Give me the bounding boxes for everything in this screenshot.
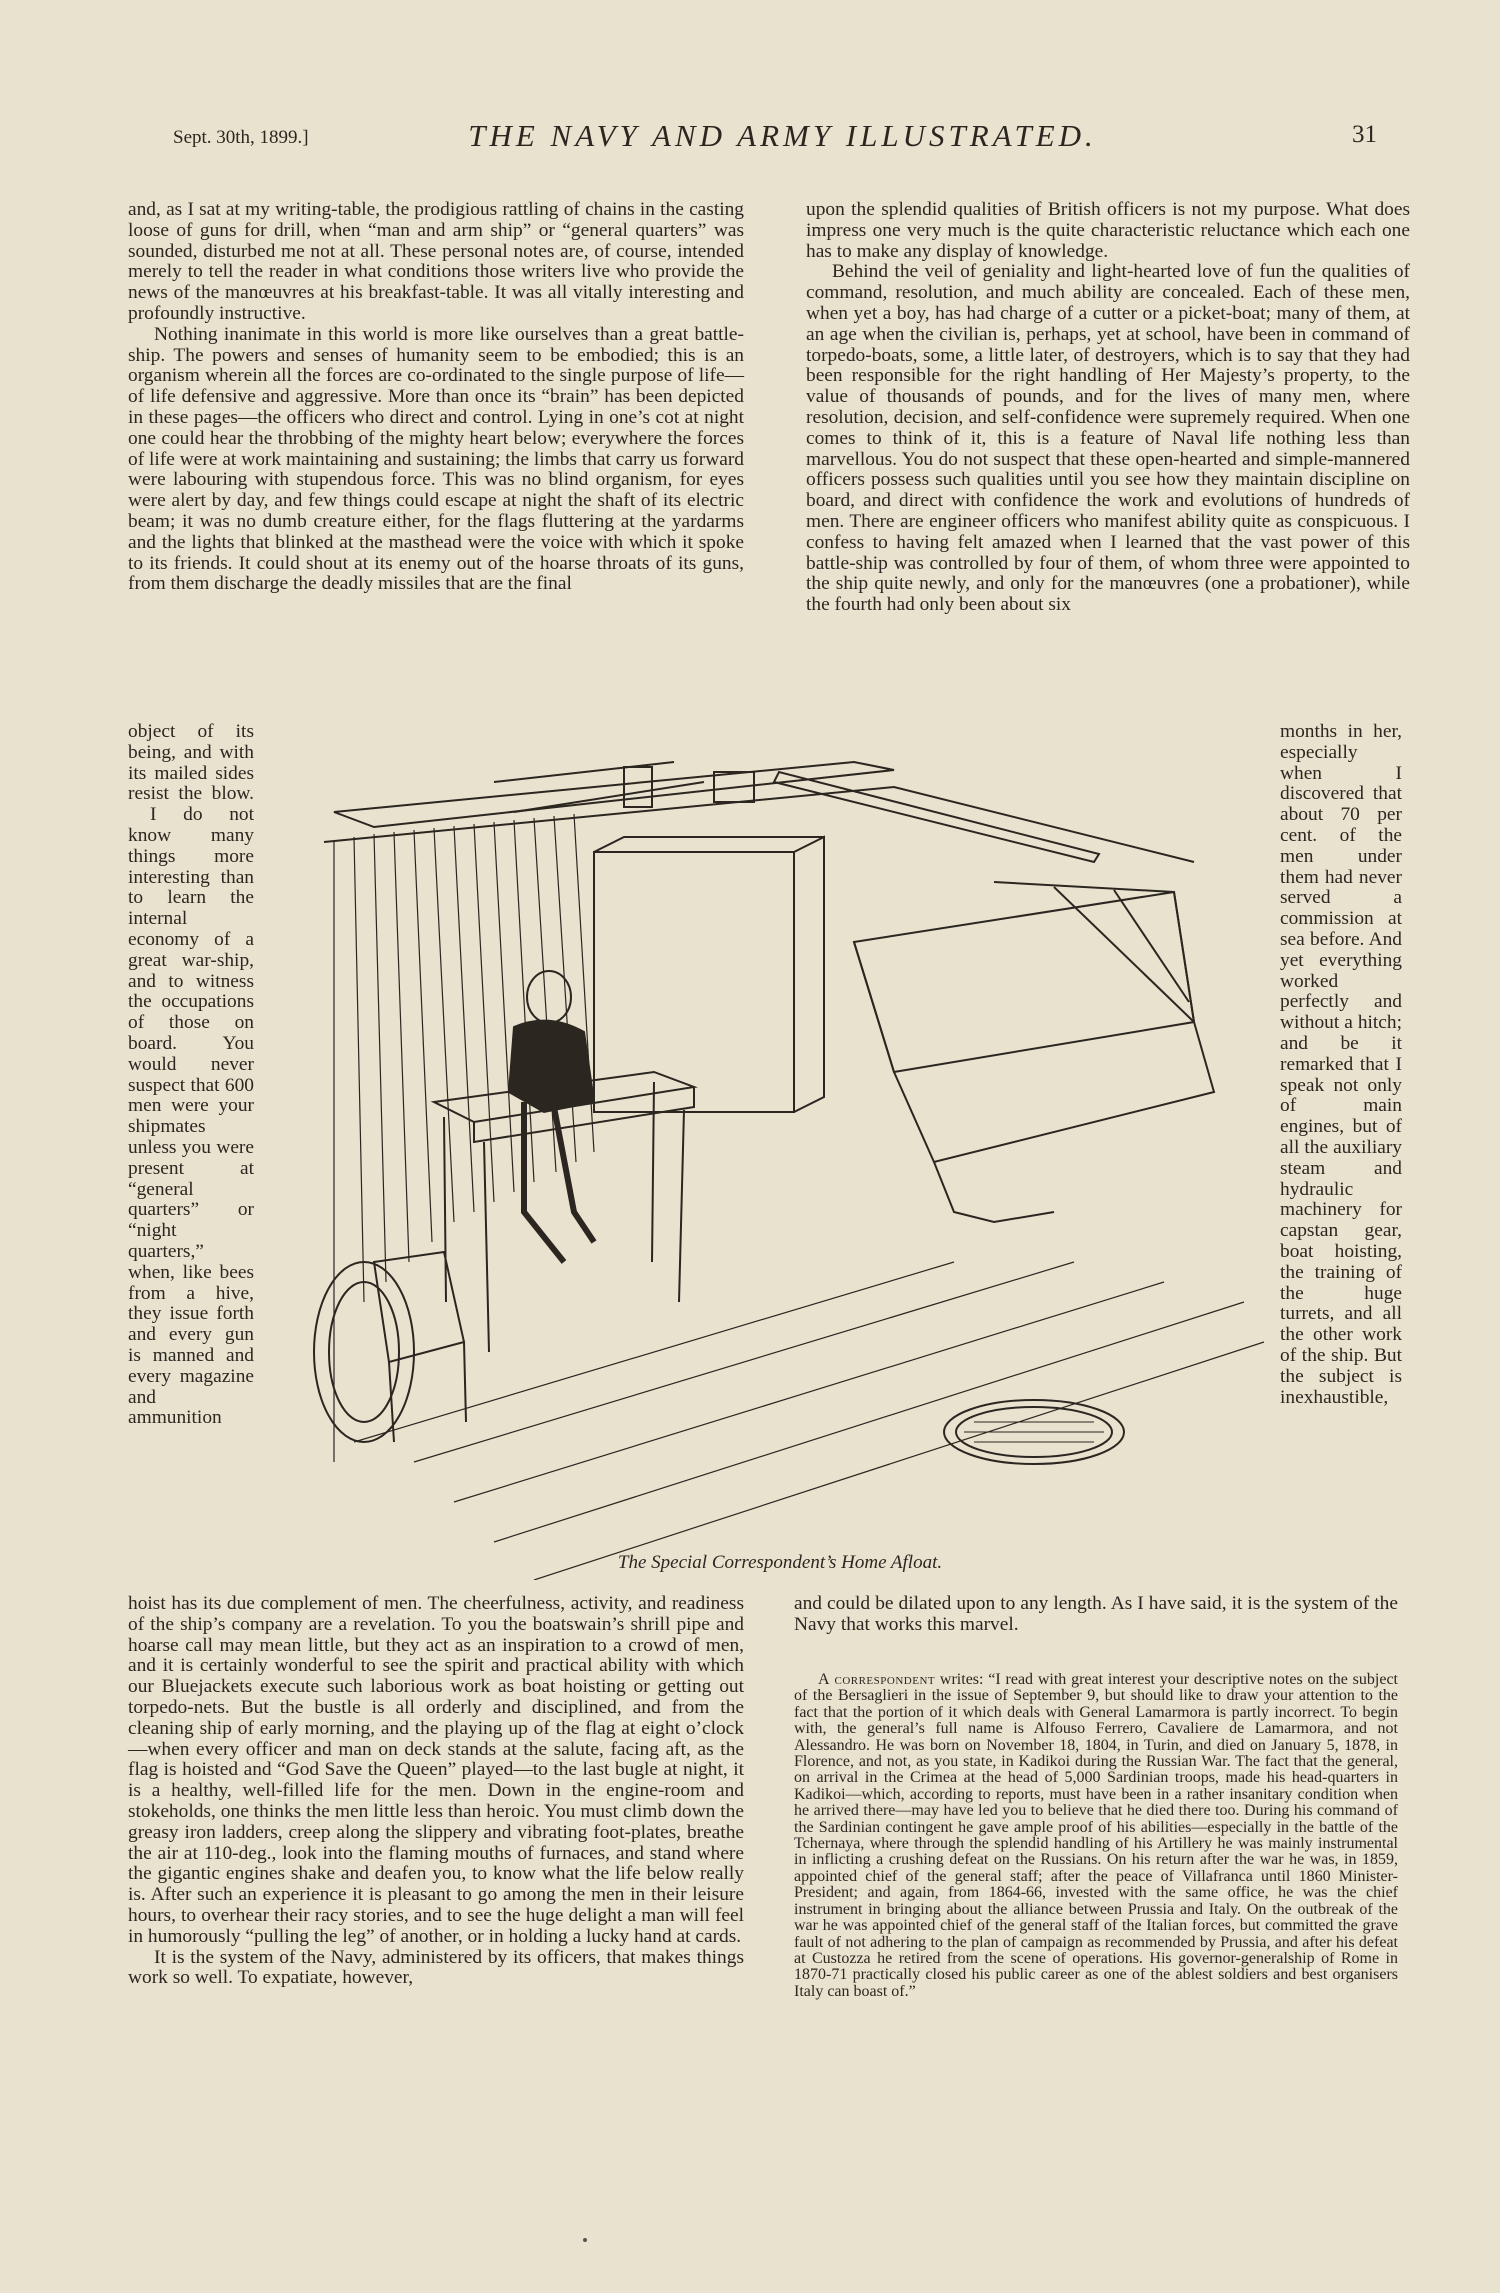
page-header: [170, 115, 1395, 155]
seated-figure-body: [509, 1021, 594, 1112]
letter-lead: A correspondent: [818, 1671, 936, 1688]
letter-paragraph: [794, 1672, 1398, 2000]
left-column-top: [128, 200, 744, 595]
pipe: [774, 772, 1099, 862]
paragraph: and could be dilated upon to any length. As I have said, it is the system of the Navy that works this marvel.: [794, 1593, 1398, 1635]
cabin-engraving: [294, 742, 1266, 1580]
wardrobe: [594, 852, 794, 1112]
illustration-cabin: [294, 742, 1266, 1580]
left-narrow-column: [128, 722, 254, 1429]
page-number: 31: [1352, 121, 1377, 148]
paragraph: upon the splendid qualities of British officers is not my purpose. What does impress one very much is the quite characteristic reluctance which each one has to make any display of knowledge.: [806, 199, 1410, 262]
paragraph: Nothing inanimate in this world is more like ourselves than a great battle-ship. The powers and senses of humanity seem to be embodied; this is an organism wherein all the forces are co-ordinated to the single purpose of life—of life defensive and aggressive. More than once its “brain” has been depicted in these pages—the officers who direct and control. Lying in one’s cot at night one could hear the throbbing of the mighty heart below; everywhere the forces of life were at work maintaining and sustaining; the limbs that carry us forward were labouring with stupendous force. This was no blind organism, for eyes were alert by day, and few things could escape at night the shaft of its electric beam; it was no dumb creature either, for the flags fluttering at the yardarms and the lights that blinked at the masthead were the voice with which it spoke to its friends. It could shout at its enemy out of the hoarse throats of its guns, from them discharge the deadly missiles that are the final: [128, 323, 744, 595]
paragraph: Behind the veil of geniality and light-hearted love of fun the qualities of command, resolution, and much ability are concealed. Each of these men, when yet a boy, has had charge of a cutter or a picket-boat; many of them, at an age when the civilian is, perhaps, yet at school, have been in command of torpedo-boats, some, a little later, of destroyers, which is to say that they had been responsible for the right handling of Her Majesty’s property, to the value of thousands of pounds, and for the lives of many men, where resolution, decision, and self-confidence were supremely required. When one comes to think of it, this is a feature of Naval life nothing less than marvellous. You do not suspect that these open-hearted and simple-mannered officers possess such qualities until you see how they maintain discipline on board, and direct with confidence the work and evolutions of hundreds of men. There are engineer officers who manifest ability quite as conspicuous. I confess to having felt amazed when I learned that the vast power of this battle-ship was controlled by four of them, of whom three were appointed to the ship quite newly, and only for the manœuvres (one a probationer), while the fourth had only been about six: [806, 261, 1410, 616]
right-column-top: [806, 200, 1410, 616]
swinging-cot: [854, 892, 1194, 1072]
correspondent-letter: [794, 1672, 1398, 2000]
issue-date: Sept. 30th, 1899.]: [173, 127, 309, 148]
right-column-bottom: [794, 1594, 1398, 1636]
bag: [374, 1252, 464, 1362]
illustration-caption: The Special Correspondent’s Home Afloat.: [617, 1552, 943, 1573]
publication-title: THE NAVY AND ARMY ILLUSTRATED.: [468, 118, 1097, 153]
paragraph: I do not know many things more interesting than to learn the internal economy of a great war-ship, and to witness the occupations of those on board. You would never suspect that 600 men were your shipmates unless you were present at “general quarters” or “night quarters,” when, like bees from a hive, they issue forth and every gun is manned and every magazine and ammunition: [128, 804, 254, 1429]
paragraph: It is the system of the Navy, administered by its officers, that makes things work so well. To expatiate, however,: [128, 1946, 744, 1989]
letter-text: writes: “I read with great interest your descriptive notes on the subject of the Bersaglieri in the issue of September 9, but should like to draw your attention to the fact that the portion of it which deals with General Lamarmora is partly incorrect. To begin with, the general’s full name is Alfouso Ferrero, Cavaliere de Lamarmora, and not Alessandro. He was born on November 18, 1804, in Turin, and died on January 5, 1878, in Florence, and not, as you state, in Kadikoi during the Russian War. The fact that the general, on arrival in the Crimea at the head of 5,000 Sardinian troops, made his head-quarters in Kadikoi—which, according to reports, must have been in a rather insanitary condition when he arrived there—may have led you to believe that he died there too. During his command of the Sardinian contingent he gave ample proof of his abilities—especially in the battle of the Tchernaya, where through the splendid handling of his Artillery he was mainly instrumental in inflicting a crushing defeat on the Russians. On his return after the war he was, in 1859, appointed chief of the general staff; after the peace of Villafranca until 1860 Minister-President; and again, from 1864-66, invested with the same office, he was the chief instrument in bringing about the alliance between Prussia and Italy. On the outbreak of the war he was appointed chief of the general staff of the Italian forces, but committed the grave fault of not adhering to the plan of campaign as recommended by Prussia, and after his defeat at Custozza he retired from the scene of operations. His governor-generalship of Rome in 1870-71 practically closed his public career as one of the ablest soldiers and best organisers Italy can boast of.”: [794, 1671, 1399, 2000]
right-narrow-column: [1280, 722, 1402, 1408]
paragraph: hoist has its due complement of men. The cheerfulness, activity, and readiness of the ship’s company are a revelation. To you the boatswain’s shrill pipe and hoarse call may mean little, but they act as an inspiration to a crowd of men, and it is certainly wonderful to see the spirit and practical ability with which our Bluejackets execute such laborious work as boat hoisting or getting out torpedo-nets. But the bustle is all orderly and disciplined, and from the cleaning ship of early morning, and the playing up of the flag at eight o’clock—when every officer and man on deck stands at the salute, facing aft, as the flag is hoisted and “God Save the Queen” played—to the last bugle at night, it is a healthy, well-filled life for the men. Down in the engine-room and stokeholds, one thinks the men little less than heroic. You must climb down the greasy iron ladders, creep along the slippery and vibrating foot-plates, breathe the air at 110-deg., look into the flaming mouths of furnaces, and stand where the gigantic engines shake and deafen you, to know what the life below really is. After such an experience it is pleasant to go among the men in their leisure hours, to overhear their racy stories, and to see the huge delight a man will feel in humorously “pulling the leg” of another, or in holding a lucky hand at cards.: [128, 1593, 744, 1947]
paragraph: months in her, especially when I discovered that about 70 per cent. of the men under them had never served a commission at sea before. And yet everything worked perfectly and without a hitch; and be it remarked that I speak not only of main engines, but of all the auxiliary steam and hydraulic machinery for capstan gear, boat hoisting, the training of the huge turrets, and all the other work of the ship. But the subject is inexhaustible,: [1280, 721, 1402, 1408]
paragraph: object of its being, and with its mailed sides resist the blow.: [128, 721, 254, 805]
paragraph: and, as I sat at my writing-table, the prodigious rattling of chains in the casting loose of guns for drill, when “man and arm ship” or “general quarters” was sounded, disturbed me not at all. These personal notes are, of course, intended merely to tell the reader in what conditions those writers live who provide the news of the manœuvres at his breakfast-table. It was all vitally interesting and profoundly instructive.: [128, 199, 744, 324]
seated-figure-head: [527, 971, 571, 1023]
left-column-bottom: [128, 1594, 744, 1989]
page-mark: [583, 2238, 587, 2242]
